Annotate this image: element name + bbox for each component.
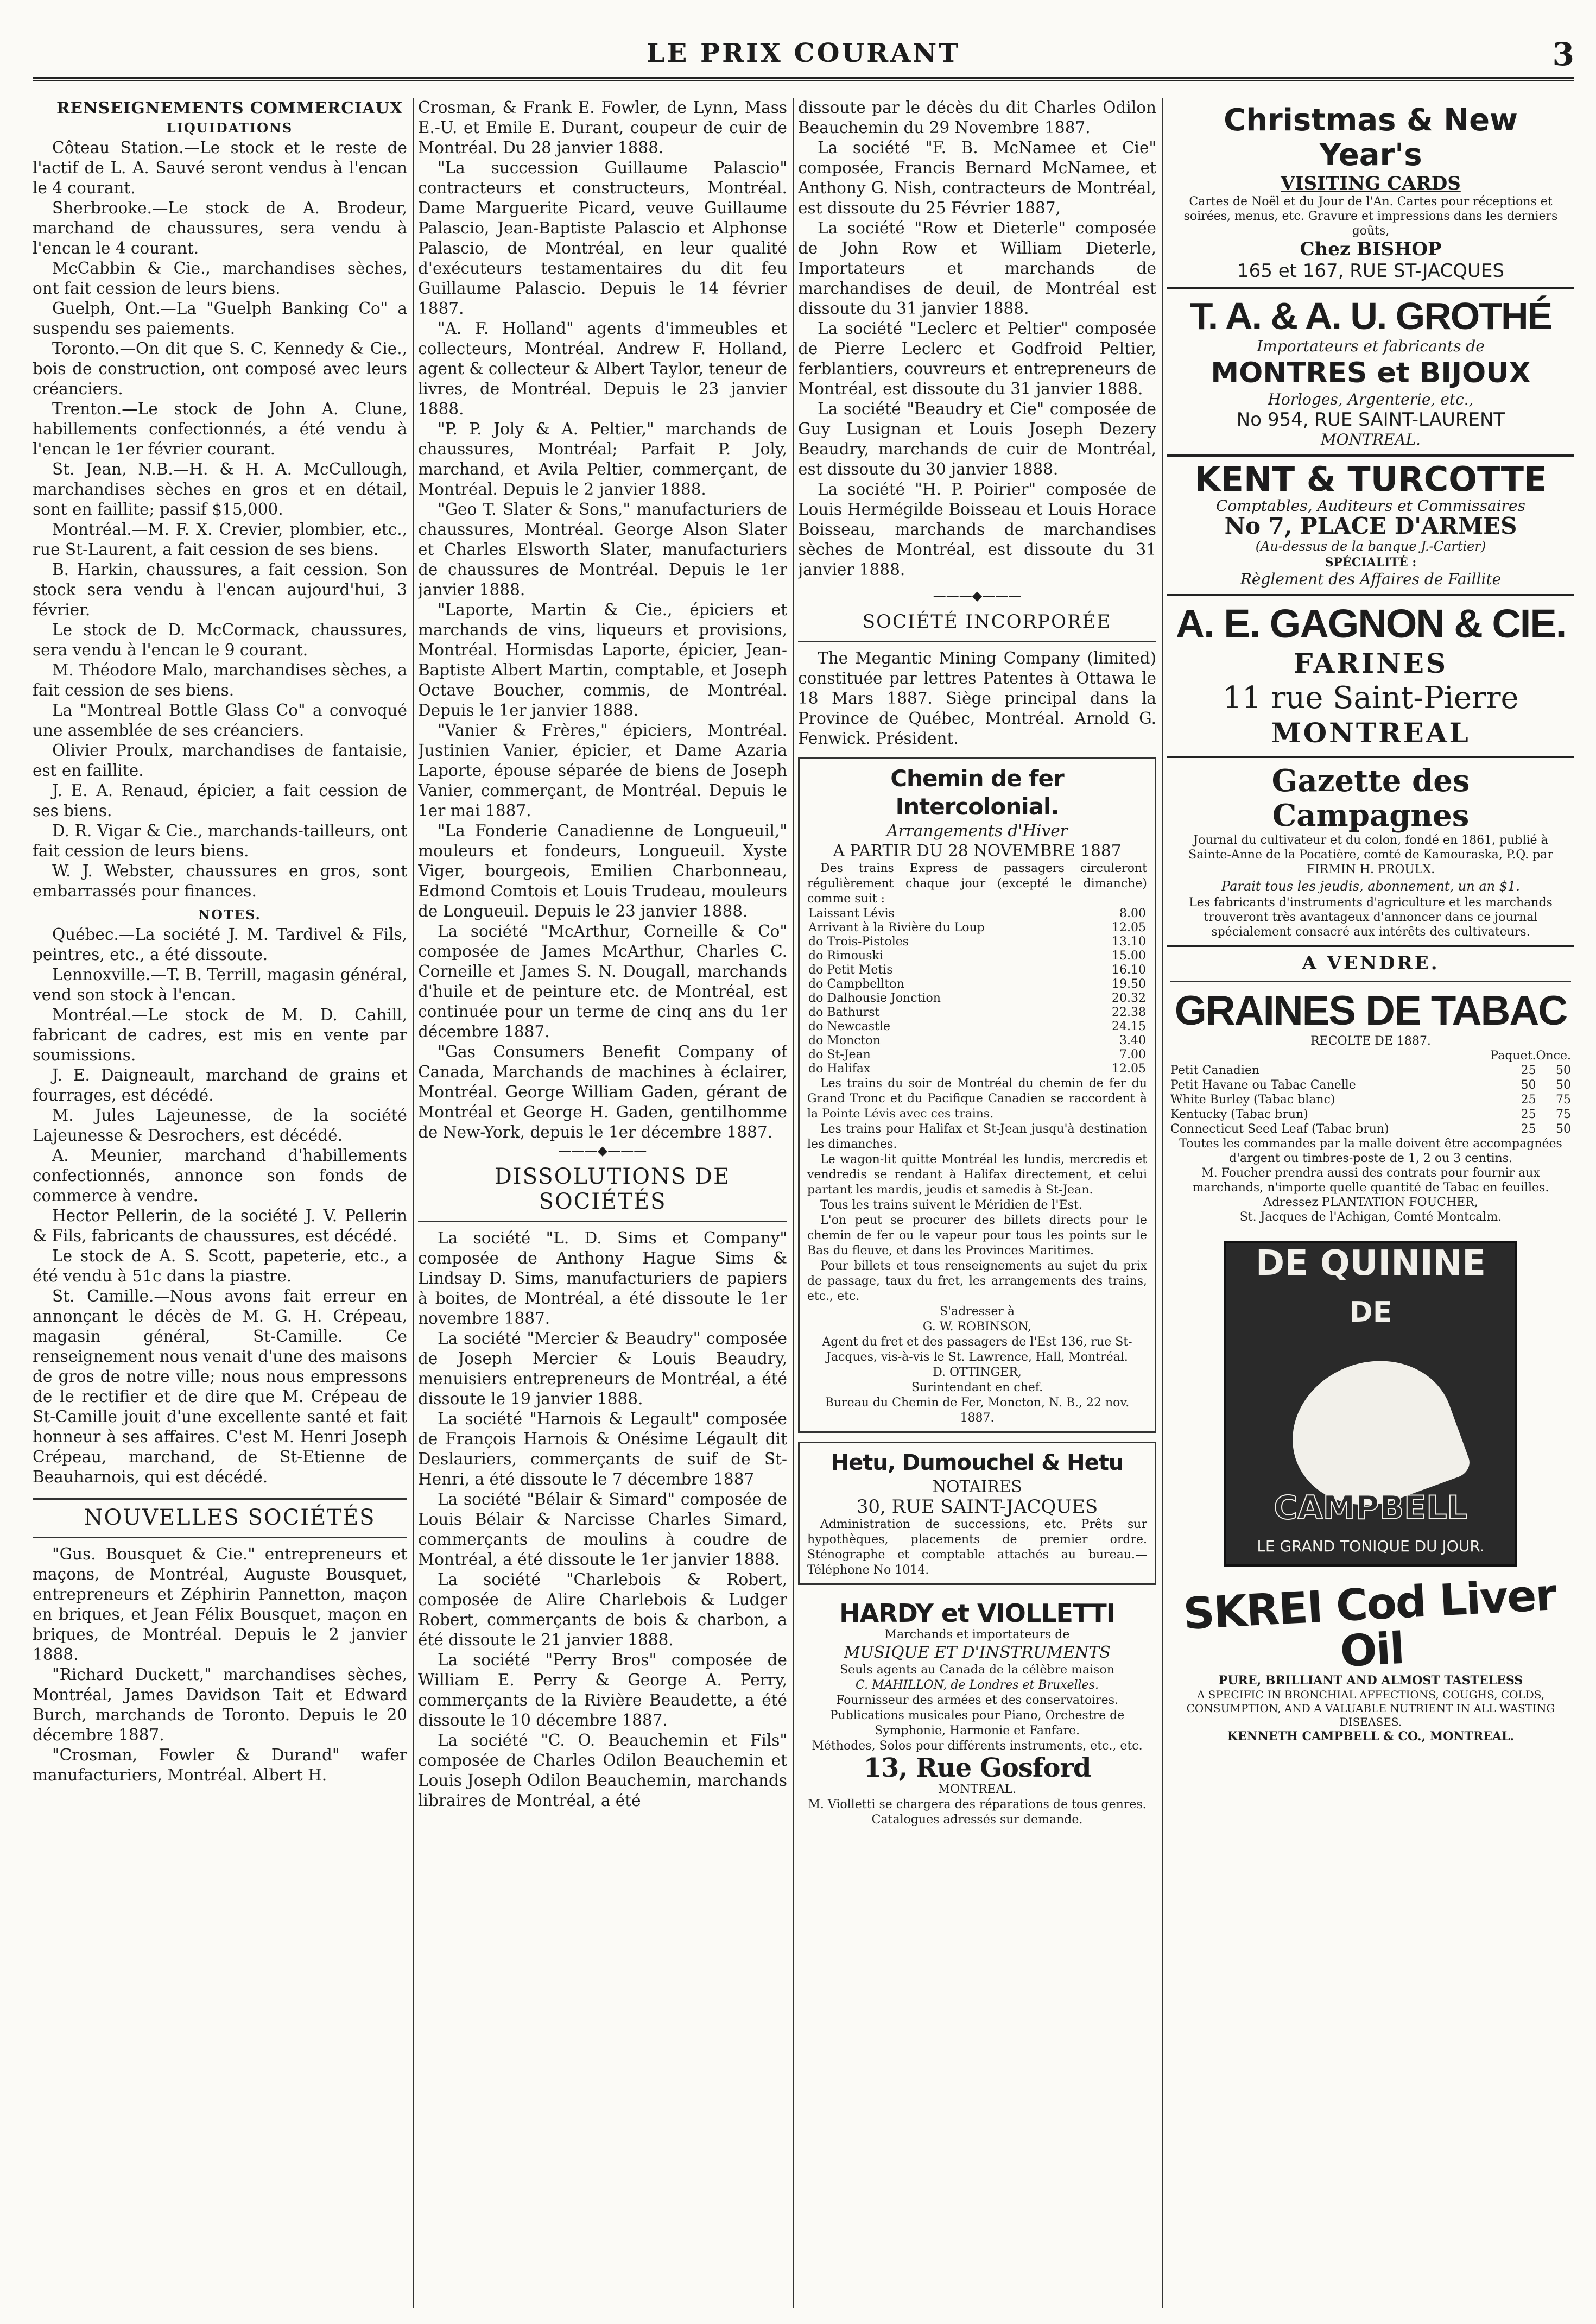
time-cell: 19.50 <box>1112 977 1146 991</box>
ad-title: Chemin de fer Intercolonial. <box>890 765 1064 820</box>
paragraph: The Megantic Mining Company (limited) constituée par lettres Patentes à Ottawa le 18 Mars 1887. Siège principal dans la Province de Québec, Montréal. Arnold G. Fenwick. Président. <box>798 649 1156 748</box>
station-cell: do Rimouski <box>808 949 883 963</box>
station-cell: Arrivant à la Rivière du Loup <box>808 921 985 934</box>
paragraph: W. J. Webster, chaussures en gros, sont embarrassés pour finances. <box>33 862 407 900</box>
ad-text: Comptables, Auditeurs et Commissaires <box>1216 497 1525 515</box>
table-row <box>807 1062 1147 1076</box>
masthead <box>33 33 1574 81</box>
column-header: Paquet. <box>1490 1049 1536 1063</box>
ad-text: Les trains du soir de Montréal du chemin de fer du Grand Tronc et du Pacifique Canadien se raccordent à la Pointe Lévis avec ces trains. <box>807 1077 1147 1121</box>
ad-text: DE QUININE <box>1256 1243 1486 1284</box>
price-cell: 25 <box>1521 1108 1536 1121</box>
paragraph: Toronto.—On dit que S. C. Kennedy & Cie., bois de construction, ont composé avec leurs créanciers. <box>33 339 407 398</box>
ad-text: Fournisseur des armées et des conservatoires. <box>836 1694 1118 1707</box>
table-row <box>1170 1078 1571 1092</box>
paragraph: "Crosman, Fowler & Durand" wafer manufacturiers, Montréal. Albert H. <box>33 1746 407 1784</box>
column-rule <box>793 98 794 2308</box>
paragraph: La société "Row et Dieterle" composée de John Row et William Dieterle, Importateurs et marchands de marchandises de deuil, de Montréal est dissoute du 31 janvier 1888. <box>798 219 1156 318</box>
price-cell: 75 <box>1556 1093 1571 1107</box>
ad-text: MUSIQUE ET D'INSTRUMENTS <box>844 1643 1111 1662</box>
paragraph: "La Fonderie Canadienne de Longueuil," mouleurs et fondeurs, Longueuil. Xyste Viger, bourgeois, Emilien Charbonneau, Edmond Comtois et Louis Trudeau, mouleurs de Longueuil. Depuis le 23 janvier 1888. <box>418 822 787 920</box>
ad-text: (Au-dessus de la banque J.-Cartier) <box>1255 539 1486 554</box>
station-cell: do Petit Metis <box>808 963 893 977</box>
paragraph: La société "Beaudry et Cie" composée de Guy Lusignan et Louis Joseph Dezery Beaudry, marchands de cuir de Montréal, est dissoute du 30 janvier 1888. <box>798 400 1156 478</box>
grothe-ad <box>1167 289 1574 457</box>
paragraph: La société "Charlebois & Robert, composée de Alire Charlebois & Ludger Robert, commerçants de bois & charbon, a été dissoute le 21 janvier 1888. <box>418 1570 787 1649</box>
paragraph: "Richard Duckett," marchandises sèches, Montréal, James Davidson Tait et Edward Burch, marchands de Toronto. Depuis le 20 décembre 1887. <box>33 1665 407 1744</box>
paragraph: dissoute par le décès du dit Charles Odilon Beauchemin du 29 Novembre 1887. <box>798 98 1156 137</box>
section-heading: RENSEIGNEMENTS COMMERCIAUX <box>56 98 403 117</box>
price-cell: 25 <box>1521 1093 1536 1107</box>
ad-text: MONTREAL. <box>938 1783 1017 1796</box>
price-table <box>1170 1049 1571 1136</box>
ad-title: KENT & TURCOTTE <box>1194 459 1547 499</box>
time-cell: 8.00 <box>1119 907 1146 920</box>
ad-text: SPÉCIALITÉ : <box>1325 555 1417 570</box>
time-cell: 3.40 <box>1119 1034 1146 1047</box>
ad-subtitle: Arrangements d'Hiver <box>886 822 1068 840</box>
page-title: LE PRIX COURANT <box>646 38 961 68</box>
paragraph: "Gus. Bousquet & Cie." entrepreneurs et maçons, de Montréal, Auguste Bousquet, entrepreneurs et Zéphirin Pannetton, maçon en briques, et Jean Félix Bousquet, maçon en briques, de Montréal. Depuis le 2 janvier 1888. <box>33 1545 407 1664</box>
paragraph: La société "Mercier & Beaudry" composée de Joseph Mercier & Louis Beaudry, menuisiers entrepreneurs de Montréal, a été dissoute le 19 janvier 1888. <box>418 1329 787 1408</box>
paragraph: "A. F. Holland" agents d'immeubles et collecteurs, Montréal. Andrew F. Holland, agent & collecteur & Albert Taylor, teneur de livres, de Montréal. Depuis le 23 janvier 1888. <box>418 319 787 418</box>
ornament-divider: ———◆——— <box>933 588 1022 603</box>
skrei-logo: SKREI Cod Liver Oil <box>1182 1569 1557 1677</box>
table-row <box>807 963 1147 977</box>
liquidations-list <box>33 138 407 901</box>
paragraph: Montréal.—M. F. X. Crevier, plombier, etc., rue St-Laurent, a fait cession de ses biens. <box>33 520 407 559</box>
column-2 <box>418 98 787 2313</box>
paragraph: St. Jean, N.B.—H. & H. A. McCullough, marchandises sèches en gros et en détail, sont en faillite; passif $15,000. <box>33 460 407 519</box>
table-row <box>807 1034 1147 1048</box>
ad-title: A. E. GAGNON & CIE. <box>1175 601 1566 646</box>
subsection-heading: NOTES. <box>198 907 261 923</box>
table-header-row <box>1170 1049 1571 1063</box>
paragraph: La société "H. P. Poirier" composée de Louis Hermégilde Boisseau et Louis Horace Boisseau, marchands de marchandises sèches de Montréal, est dissoute du 31 janvier 1888. <box>798 480 1156 579</box>
paragraph: Montréal.—Le stock de M. D. Cahill, fabricant de cadres, est mis en vente par soumissions. <box>33 1006 407 1064</box>
subsection-heading: LIQUIDATIONS <box>166 120 293 136</box>
station-cell: do St-Jean <box>808 1048 871 1062</box>
ad-text: Parait tous les jeudis, abonnement, un an $1. <box>1221 879 1520 894</box>
paragraph: A. Meunier, marchand d'habillements confectionnés, annonce son fonds de commerce à vendre. <box>33 1146 407 1205</box>
ad-text: Le wagon-lit quitte Montréal les lundis, mercredis et vendredis se rendant à Halifax directement, et celui partant les mardis, jeudis et samedis à St-Jean. <box>807 1153 1147 1197</box>
kent-turcotte-ad <box>1167 457 1574 596</box>
ad-text: Tous les trains suivent le Méridien de l'Est. <box>820 1198 1082 1212</box>
ad-text: MONTRES et BIJOUX <box>1211 357 1531 389</box>
paragraph: La société "McArthur, Corneille & Co" composée de James McArthur, Charles C. Corneille et James S. N. Dougall, marchands d'huile et de peinture etc. de Montréal, est continuée pour un terme de cinq ans du 1er décembre 1887. <box>418 922 787 1041</box>
item-cell: Connecticut Seed Leaf (Tabac brun) <box>1170 1122 1389 1136</box>
paragraph: La société "Harnois & Legault" composée de François Harnois & Onésime Légault dit Deslauriers, commerçants de suif de St-Henri, a été dissoute le 7 décembre 1887 <box>418 1410 787 1488</box>
ad-text: G. W. ROBINSON, <box>922 1320 1032 1334</box>
time-cell: 24.15 <box>1112 1020 1146 1033</box>
ad-text: KENNETH CAMPBELL & CO., MONTREAL. <box>1227 1729 1515 1744</box>
ad-title: Gazette des Campagnes <box>1271 763 1470 833</box>
station-cell: do Trois-Pistoles <box>808 935 909 949</box>
ad-text: L'on peut se procurer des billets directs pour le chemin de fer ou le vapeur pour tous les points sur le Bas du fleuve, et dans les Provinces Maritimes. <box>807 1214 1147 1258</box>
ad-text: Adressez PLANTATION FOUCHER, <box>1263 1196 1478 1209</box>
ad-text: RECOLTE DE 1887. <box>1310 1034 1431 1048</box>
ad-text: Agent du fret et des passagers de l'Est 136, rue St-Jacques, vis-à-vis le St. Lawrence, Hall, Montréal. <box>822 1335 1132 1364</box>
paragraph: La société "F. B. McNamee et Cie" composée, Francis Bernard McNamee, et Anthony G. Nish, contracteurs de Montréal, est dissoute du 25 Février 1887, <box>798 138 1156 217</box>
paragraph: La société "L. D. Sims et Company" composée de Anthony Hague Sims & Lindsay D. Sims, manufacturiers de papiers à boites, de Montréal, a été dissoute le 1er novembre 1887. <box>418 1229 787 1328</box>
table-row <box>1170 1063 1571 1078</box>
ad-title: GRAINES DE TABAC <box>1174 988 1567 1034</box>
ad-title: HARDY et VIOLLETTI <box>839 1599 1115 1628</box>
paragraph: "Geo T. Slater & Sons," manufacturiers de chaussures, Montréal. George Alson Slater et Charles Elsworth Slater, manufacturiers de chaussures de Montréal. Depuis le 1er janvier 1888. <box>418 500 787 599</box>
ad-text: Publications musicales pour Piano, Orchestre de Symphonie, Harmonie et Fanfare. <box>829 1709 1125 1738</box>
column-3 <box>798 98 1156 2313</box>
table-row <box>1170 1092 1571 1107</box>
station-cell: do Campbellton <box>808 977 904 991</box>
ad-title: Christmas & New Year's <box>1224 103 1518 173</box>
price-cell: 50 <box>1556 1122 1571 1136</box>
item-cell: Petit Canadien <box>1170 1064 1260 1077</box>
ad-address: 165 et 167, RUE ST-JACQUES <box>1237 260 1504 282</box>
item-cell: White Burley (Tabac blanc) <box>1170 1093 1335 1107</box>
time-cell: 15.00 <box>1112 949 1146 963</box>
ad-text: Surintendant en chef. <box>911 1381 1043 1394</box>
ad-text: Les fabricants d'instruments d'agriculture et les marchands trouveront très avantageux d'annoncer dans ce journal spécialement consacré aux intérêts des cultivateurs. <box>1189 896 1553 939</box>
paragraph: Sherbrooke.—Le stock de A. Brodeur, marchand de chaussures, sera vendu à l'encan le 4 courant. <box>33 199 407 257</box>
divider <box>33 1498 407 1500</box>
ad-address: No 7, PLACE D'ARMES <box>1224 513 1517 539</box>
paragraph: McCabbin & Cie., marchandises sèches, ont fait cession de leurs biens. <box>33 259 407 298</box>
paragraph: La société "Bélair & Simard" composée de Louis Bélair & Narcisse Charles Simard, commerçants de moulins à coudre de Montréal, a été dissoute le 1er janvier 1888. <box>418 1490 787 1569</box>
ad-text: C. MAHILLON, de Londres et Bruxelles. <box>856 1678 1099 1692</box>
ad-title: T. A. & A. U. GROTHÉ <box>1189 295 1552 337</box>
price-cell: 50 <box>1556 1078 1571 1092</box>
christmas-cards-ad <box>1167 98 1574 289</box>
price-cell: 75 <box>1556 1108 1571 1121</box>
paragraph: Guelph, Ont.—La "Guelph Banking Co" a suspendu ses paiements. <box>33 299 407 338</box>
divider <box>1170 981 1571 982</box>
price-cell: 50 <box>1521 1078 1536 1092</box>
ad-text: Horloges, Argenterie, etc., <box>1268 390 1474 408</box>
ad-title: CAMPBELL <box>1274 1489 1468 1527</box>
item-cell: Kentucky (Tabac brun) <box>1170 1108 1308 1121</box>
ad-text: DE <box>1349 1296 1392 1329</box>
paragraph: Le stock de D. McCormack, chaussures, sera vendu à l'encan le 9 courant. <box>33 621 407 659</box>
table-row <box>807 907 1147 921</box>
paragraph: J. E. Daigneault, marchand de grains et fourrages, est décédé. <box>33 1066 407 1104</box>
paragraph: "Vanier & Frères," épiciers, Montréal. Justinien Vanier, épicier, et Dame Azaria Laporte, épouse séparée de biens de Joseph Vanier, commerçant, de Montréal. Depuis le 1er mai 1887. <box>418 721 787 820</box>
station-cell: do Newcastle <box>808 1020 891 1033</box>
time-cell: 12.05 <box>1112 921 1146 934</box>
time-cell: 16.10 <box>1112 963 1146 977</box>
price-cell: 50 <box>1556 1064 1571 1077</box>
divider <box>418 1221 787 1222</box>
ad-date: A PARTIR DU 28 NOVEMBRE 1887 <box>833 842 1122 860</box>
paragraph: Lennoxville.—T. B. Terrill, magasin général, vend son stock à l'encan. <box>33 965 407 1004</box>
ad-text: A SPECIFIC IN BRONCHIAL AFFECTIONS, COUGHS, COLDS, CONSUMPTION, AND A VALUABLE NUTRIENT IN ALL WASTING DISEASES. <box>1186 1688 1555 1728</box>
station-cell: do Halifax <box>808 1062 871 1076</box>
paragraph: La société "Perry Bros" composée de William E. Perry & George A. Perry, commerçants de la Rivière Beaudette, a été dissoute le 10 décembre 1887. <box>418 1651 787 1729</box>
hetu-ad <box>798 1442 1156 1585</box>
ad-text: M. Foucher prendra aussi des contrats pour fournir aux marchands, n'importe quelle quantité de Tabac en feuilles. <box>1192 1166 1549 1195</box>
time-cell: 7.00 <box>1119 1048 1146 1062</box>
ad-text: Des trains Express de passagers circuleront régulièrement chaque jour (excepté le dimanche) comme suit : <box>807 862 1147 906</box>
table-row <box>807 992 1147 1006</box>
ad-text: Règlement des Affaires de Faillite <box>1240 570 1502 588</box>
campbell-quinine-ad-image <box>1224 1241 1517 1567</box>
column-header: Once. <box>1536 1049 1571 1063</box>
table-row <box>807 1006 1147 1020</box>
ad-title: Hetu, Dumouchel & Hetu <box>831 1450 1124 1475</box>
time-cell: 12.05 <box>1112 1062 1146 1076</box>
paragraph: Olivier Proulx, marchandises de fantaisie, est en faillite. <box>33 741 407 780</box>
ad-address: 13, Rue Gosford <box>863 1753 1091 1783</box>
ad-text: Toutes les commandes par la malle doivent être accompagnées d'argent ou timbres-poste de 1, 2 ou 3 centins. <box>1179 1137 1562 1165</box>
ad-text: PURE, BRILLIANT AND ALMOST TASTELESS <box>1218 1673 1523 1688</box>
page-number: 3 <box>1552 36 1574 73</box>
ad-text: Cartes de Noël et du Jour de l'An. Cartes pour réceptions et soirées, menus, etc. Gravure et impressions dans les derniers goûts, <box>1183 195 1558 238</box>
section-heading: NOUVELLES SOCIÉTÉS <box>84 1505 376 1530</box>
ad-text: Administration de successions, etc. Prêts sur hypothèques, placements de premier ordre. Sténographe et comptable attachés au bureau.—Téléphone No 1014. <box>807 1518 1147 1577</box>
paragraph: La "Montreal Bottle Glass Co" a convoqué une assemblée de ses créanciers. <box>33 701 407 740</box>
column-4-ads <box>1167 98 1574 2313</box>
time-cell: 13.10 <box>1112 935 1146 949</box>
ad-text: LE GRAND TONIQUE DU JOUR. <box>1257 1537 1485 1555</box>
gazette-ad <box>1167 758 1574 947</box>
paragraph: B. Harkin, chaussures, a fait cession. Son stock sera vendu à l'encan aujourd'hui, 3 février. <box>33 560 407 619</box>
time-cell: 20.32 <box>1112 992 1146 1005</box>
hardy-ad <box>798 1594 1156 1833</box>
ad-text: Importateurs et fabricants de <box>1257 337 1485 355</box>
ad-subtitle: A VENDRE. <box>1302 952 1440 974</box>
table-row <box>807 935 1147 949</box>
gagnon-ad <box>1167 596 1574 758</box>
paragraph: Côteau Station.—Le stock et le reste de l'actif de L. A. Sauvé seront vendus à l'encan le 4 courant. <box>33 138 407 197</box>
paragraph: "Laporte, Martin & Cie., épiciers et marchands de vins, liqueurs et provisions, Montréal. Hormisdas Laporte, épicier, Jean-Baptiste Albert Martin, comptable, et Joseph Octave Boucher, commis, de Montréal. Depuis le 1er janvier 1888. <box>418 601 787 719</box>
ad-text: M. Violletti se chargera des réparations de tous genres. Catalogues adressés sur demande. <box>808 1798 1147 1827</box>
table-row <box>1170 1107 1571 1122</box>
ad-text: Journal du cultivateur et du colon, fondé en 1861, publié à Sainte-Anne de la Pocatière, comté de Kamouraska, P.Q. par FIRMIN H. PROULX. <box>1188 833 1553 876</box>
ad-text: S'adresser à <box>939 1305 1015 1318</box>
paragraph: Trenton.—Le stock de John A. Clune, habillements confectionnés, a été vendu à l'encan le 1er février courant. <box>33 400 407 458</box>
time-cell: 22.38 <box>1112 1006 1146 1019</box>
paragraph: Crosman, & Frank E. Fowler, de Lynn, Mass E.-U. et Emile E. Durant, coupeur de cuir de Montréal. Du 28 janvier 1888. <box>418 98 787 157</box>
paragraph: "La succession Guillaume Palascio" contracteurs et constructeurs, Montréal. Dame Marguerite Picard, veuve Guillaume Palascio, Jean-Baptiste Palascio et Alphonse Palascio, de Montréal, en leur qualité d'exécuteurs testamentaires du dit feu Guillaume Palascio. Depuis le 14 février 1887. <box>418 159 787 318</box>
station-cell: Laissant Lévis <box>808 907 895 920</box>
timetable <box>807 907 1147 1076</box>
divider <box>33 1537 407 1538</box>
column-1 <box>33 98 407 2313</box>
paragraph: Québec.—La société J. M. Tardivel & Fils, peintres, etc., a été dissoute. <box>33 925 407 964</box>
paragraph: La société "C. O. Beauchemin et Fils" composée de Charles Odilon Beauchemin et Louis Joseph Odilon Beauchemin, marchands libraires de Montréal, a été <box>418 1731 787 1810</box>
ad-text: FARINES <box>1293 647 1448 679</box>
ad-address: 11 rue Saint-Pierre <box>1223 680 1519 716</box>
ad-text: D. OTTINGER, <box>933 1366 1022 1379</box>
tabac-ad <box>1167 947 1574 1230</box>
ad-text: MONTREAL. <box>1320 431 1421 449</box>
ad-text: Les trains pour Halifax et St-Jean jusqu'à destination les dimanches. <box>807 1122 1147 1151</box>
section-heading: DISSOLUTIONS DE SOCIÉTÉS <box>494 1164 731 1214</box>
ad-text: Chez BISHOP <box>1300 238 1442 260</box>
section-heading: SOCIÉTÉ INCORPORÉE <box>862 611 1112 633</box>
table-row <box>807 949 1147 963</box>
table-row <box>807 921 1147 935</box>
ad-text: Seuls agents au Canada de la célèbre maison <box>840 1663 1114 1677</box>
ad-address: 30, RUE SAINT-JACQUES <box>856 1496 1098 1518</box>
paragraph: Hector Pellerin, de la société J. V. Pellerin & Fils, fabricants de chaussures, est décédé. <box>33 1207 407 1245</box>
paragraph: D. R. Vigar & Cie., marchands-tailleurs, ont fait cession de leurs biens. <box>33 822 407 860</box>
column-rule <box>1162 98 1163 2308</box>
table-row <box>807 1020 1147 1034</box>
station-cell: do Bathurst <box>808 1006 880 1019</box>
ornament-divider: ———◆——— <box>558 1143 647 1158</box>
ad-text: Méthodes, Solos pour différents instruments, etc., etc. <box>812 1739 1143 1753</box>
ad-text: St. Jacques de l'Achigan, Comté Montcalm. <box>1239 1210 1502 1224</box>
ad-subtitle: NOTAIRES <box>932 1477 1022 1496</box>
paragraph: St. Camille.—Nous avons fait erreur en annonçant le décès de M. G. H. Crépeau, magasin général, St-Camille. Ce renseignement nous venait d'une des maisons de gros de notre ville; nous nous empressons de le rectifier et de dire que M. Crépeau de St-Camille jouit d'une excellente santé et fait honneur à ses affaires. C'est M. Henri Joseph Crépeau, marchand, de St-Etienne de Beauharnois, qui est décédé. <box>33 1287 407 1486</box>
paragraph: "Gas Consumers Benefit Company of Canada, Marchands de machines à éclairer, Montréal. George William Gaden, gérant de Montréal et George H. Gaden, gentilhomme de New-York, depuis le 1er décembre 1887. <box>418 1043 787 1141</box>
paragraph: M. Théodore Malo, marchandises sèches, a fait cession de ses biens. <box>33 661 407 699</box>
ad-address: No 954, RUE SAINT-LAURENT <box>1236 409 1505 431</box>
ad-text: Pour billets et tous renseignements au sujet du prix de passage, taux du fret, les arrangements des trains, etc., etc. <box>807 1259 1147 1303</box>
intercolonial-ad <box>798 757 1156 1433</box>
divider <box>798 641 1156 642</box>
station-cell: do Dalhousie Jonction <box>808 992 941 1005</box>
paragraph: J. E. A. Renaud, épicier, a fait cession de ses biens. <box>33 781 407 820</box>
paragraph: "P. P. Joly & A. Peltier," marchands de chaussures, Montréal; Parfait P. Joly, marchand, et Avila Peltier, commerçant, de Montréal. Depuis le 2 janvier 1888. <box>418 420 787 498</box>
paragraph: Le stock de A. S. Scott, papeterie, etc., a été vendu à 51c dans la piastre. <box>33 1247 407 1285</box>
paragraph: La société "Leclerc et Peltier" composée de Pierre Leclerc et Godfroid Peltier, ferblantiers, couvreurs et entrepreneurs de Montréal, est dissoute du 31 janvier 1888. <box>798 319 1156 398</box>
column-rule <box>413 98 414 2308</box>
table-row <box>807 1048 1147 1062</box>
nouvelles-list <box>33 1544 407 1785</box>
ad-subtitle: VISITING CARDS <box>1281 173 1461 194</box>
ad-text: Bureau du Chemin de Fer, Moncton, N. B., 22 nov. 1887. <box>825 1396 1130 1425</box>
table-row <box>807 977 1147 992</box>
price-cell: 25 <box>1521 1064 1536 1077</box>
ad-text: MONTREAL <box>1271 717 1471 749</box>
station-cell: do Moncton <box>808 1034 881 1047</box>
ad-text: Marchands et importateurs de <box>884 1628 1070 1641</box>
paragraph: M. Jules Lajeunesse, de la société Lajeunesse & Desrochers, est décédé. <box>33 1106 407 1145</box>
price-cell: 25 <box>1521 1122 1536 1136</box>
table-row <box>1170 1122 1571 1136</box>
item-cell: Petit Havane ou Tabac Canelle <box>1170 1078 1356 1092</box>
skrei-cod-liver-oil-ad <box>1167 1569 1574 1748</box>
notes-list <box>33 925 407 1487</box>
